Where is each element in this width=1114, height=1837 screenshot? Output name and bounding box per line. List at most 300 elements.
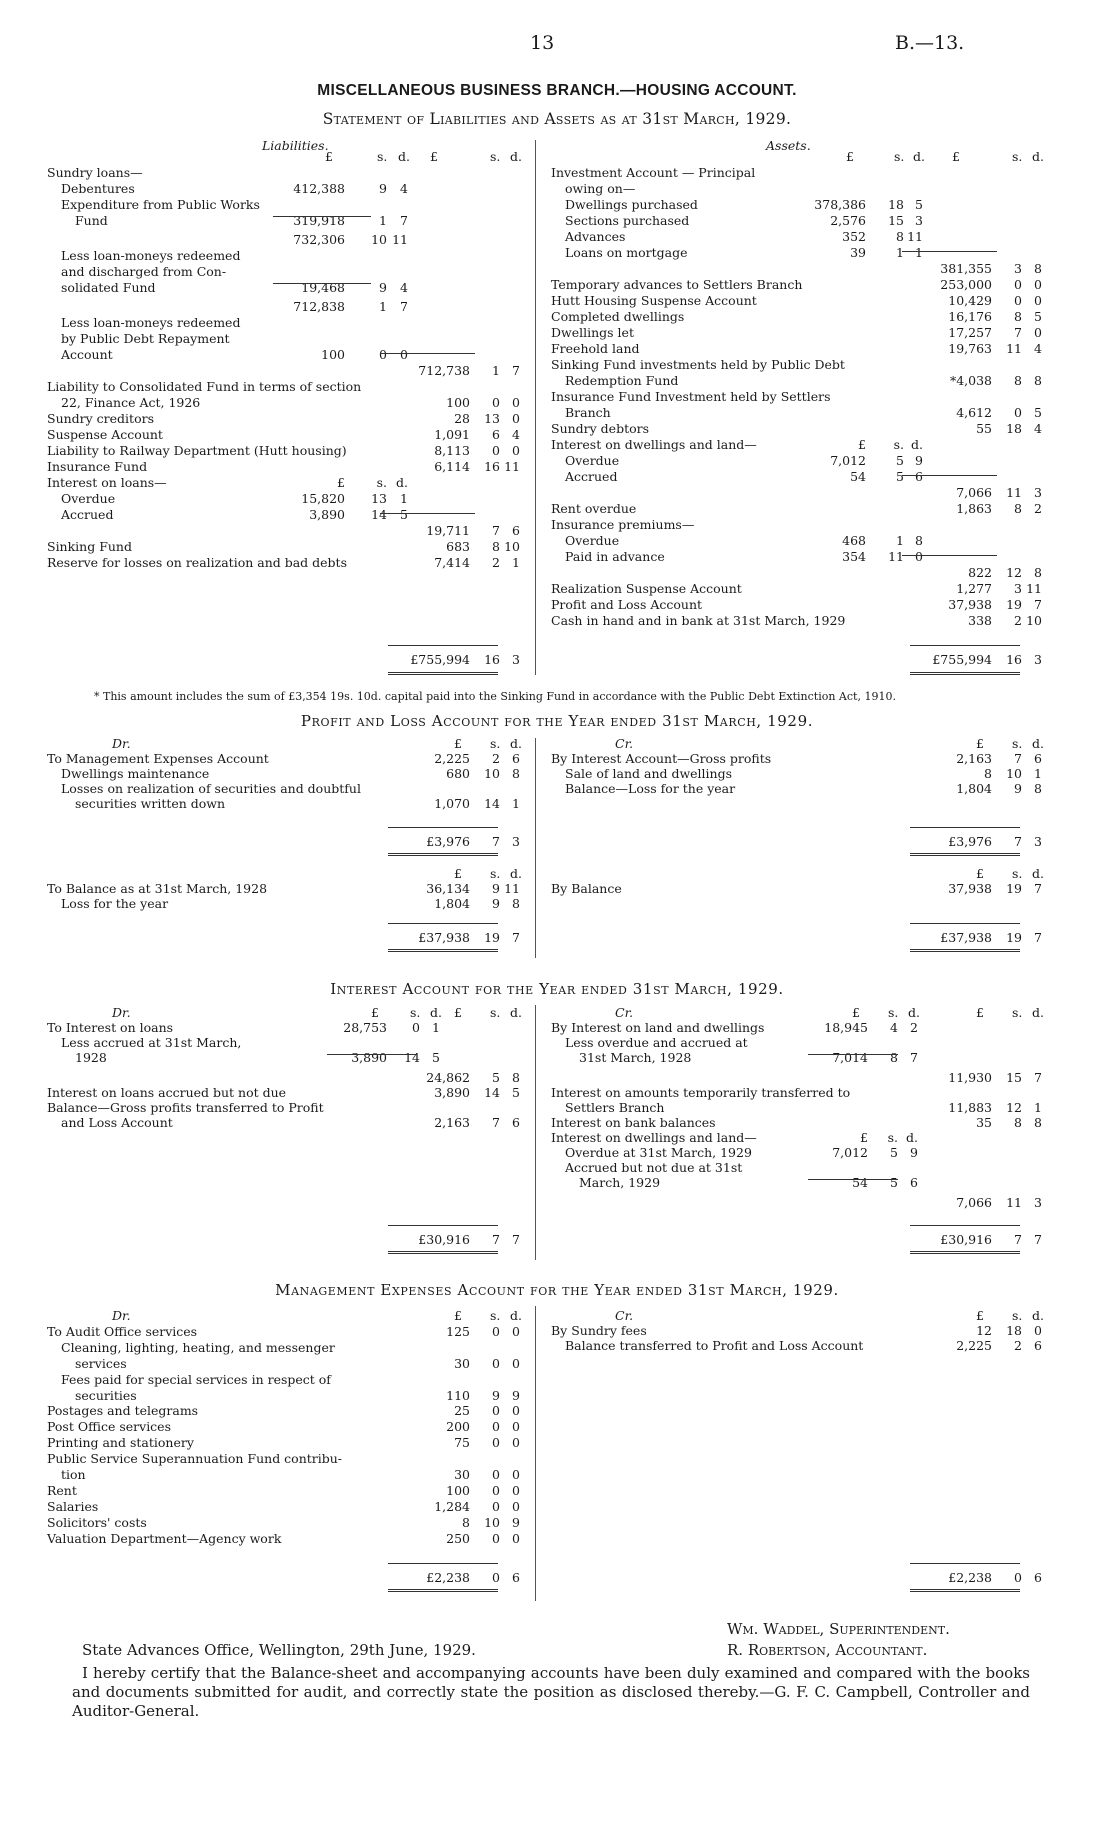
mgmt-left-value-pence: 0 — [512, 1323, 520, 1339]
mgmt-left-value-pounds: 125 — [446, 1323, 470, 1339]
mgmt-left-col-shillings: s. — [490, 1308, 501, 1323]
ruled-line — [910, 672, 1020, 675]
pl-left-line-label: securities written down — [75, 796, 226, 811]
assets-outer-pounds: 10,429 — [948, 293, 992, 308]
liabilities-outer-pounds: 1,091 — [434, 427, 470, 442]
liabilities-outer-pounds: 100 — [446, 395, 470, 410]
mgmt-left-line-label: tion — [61, 1467, 86, 1482]
pl-left-total-shillings: 7 — [492, 834, 500, 849]
interest-left-inner-col-pounds: £ — [371, 1005, 379, 1020]
interest-right-line-label: Settlers Branch — [565, 1100, 665, 1115]
mgmt-left-value-pence: 0 — [512, 1498, 520, 1514]
assets-line-label: Freehold land — [551, 341, 640, 356]
assets-inner-pounds: 378,386 — [814, 197, 866, 212]
liabilities-inner-pence: 1 — [400, 491, 408, 506]
pl-right-value-pence: 1 — [1034, 766, 1042, 781]
liabilities-outer-pence: 0 — [512, 395, 520, 410]
liabilities-inner-pounds: 712,838 — [293, 299, 345, 314]
liabilities-col-pence: d. — [398, 149, 410, 164]
pl-left-value-pence: 1 — [512, 796, 520, 811]
statement-title: Statement of Liabilities and Assets as at 31st March, 1929. — [322, 110, 792, 128]
assets-line-label: Overdue — [565, 453, 620, 468]
ruled-line — [910, 1251, 1020, 1254]
liabilities-line-label: Sundry loans— — [47, 165, 143, 180]
assets-line-label: Dwellings let — [551, 325, 634, 340]
mgmt-left-value-pence: 0 — [512, 1435, 520, 1451]
assets-outer-pounds: 37,938 — [948, 597, 992, 612]
assets-outer-pounds: 1,277 — [956, 581, 992, 596]
interest-left-outer-pence: 5 — [512, 1085, 520, 1100]
assets-inner-shillings: 11 — [888, 549, 904, 564]
liabilities-total-pounds: £755,994 — [410, 652, 470, 667]
assets-line-label: Loans on mortgage — [565, 245, 688, 260]
mgmt-left-line-label: Fees paid for special services in respect of — [61, 1371, 331, 1387]
liabilities-outer-pence: 11 — [504, 459, 520, 474]
assets-col-shillings: s. — [894, 149, 905, 164]
mgmt-left-line-label: securities — [75, 1387, 137, 1403]
assets-outer-shillings: 0 — [1014, 277, 1022, 292]
pl-right-value-pence: 6 — [1034, 751, 1042, 766]
ruled-line — [388, 672, 498, 675]
liabilities-outer-shillings: 7 — [492, 523, 500, 538]
assets-outer-pounds: 822 — [968, 565, 992, 580]
pl-dr-label: Dr. — [112, 736, 131, 751]
ruled-line — [388, 853, 498, 856]
pl-right-value-pounds: 8 — [984, 766, 992, 781]
interest-right-total-shillings: 7 — [1014, 1232, 1022, 1247]
pl-right-value-shillings: 10 — [1006, 766, 1022, 781]
pl-right-col-shillings: s. — [1012, 736, 1023, 751]
liabilities-col-pounds: £ — [325, 149, 333, 164]
mgmt-left-value-pence: 0 — [512, 1467, 520, 1482]
assets-inner-pounds: 54 — [850, 469, 866, 484]
ruled-line — [388, 1563, 498, 1564]
assets-outer-pence: 11 — [1026, 581, 1042, 596]
liabilities-inner-shillings: 13 — [371, 491, 387, 506]
assets-line-label: Insurance premiums— — [551, 517, 695, 532]
mgmt-left-value-shillings: 0 — [492, 1435, 500, 1451]
assets-inner-shillings: 5 — [896, 469, 904, 484]
ruled-line — [388, 923, 498, 924]
ruled-line — [273, 283, 371, 284]
assets-line-label: Sections purchased — [565, 213, 690, 228]
interest-left-outer-shillings: 5 — [492, 1070, 500, 1085]
assets-outer-pence: 0 — [1034, 293, 1042, 308]
interest-left-inner-pence: 1 — [432, 1020, 440, 1035]
liabilities-outer-pounds: 28 — [454, 411, 470, 426]
liabilities-inner-pounds: 19,468 — [301, 280, 345, 295]
mgmt-left-line-label: Public Service Superannuation Fund contribu- — [47, 1451, 343, 1467]
assets-total-shillings: 16 — [1006, 652, 1022, 667]
pl-left-value-pence: 6 — [512, 751, 520, 766]
interest-left-inner-col-pence: d. — [430, 1005, 442, 1020]
interest-left-total-pence: 7 — [512, 1232, 520, 1247]
pl-left-line-label: Losses on realization of securities and doubtful — [61, 781, 361, 796]
mgmt-left-total-pounds: £2,238 — [426, 1570, 470, 1585]
interest-right-total-pounds: £30,916 — [940, 1232, 992, 1247]
interest-left-total-shillings: 7 — [492, 1232, 500, 1247]
mgmt-right-col-pence: d. — [1032, 1308, 1044, 1323]
pl-left2-value-shillings: 9 — [492, 881, 500, 896]
ruled-line — [380, 513, 475, 514]
mgmt-left-value-shillings: 0 — [492, 1467, 500, 1482]
interest-right-line-label: Less overdue and accrued at — [565, 1035, 748, 1050]
mgmt-right-value-pence: 6 — [1034, 1338, 1042, 1353]
interest-left-outer-col-pence: d. — [510, 1005, 522, 1020]
mgmt-left-value-shillings: 0 — [492, 1498, 500, 1514]
pl-left-col-pounds: £ — [454, 736, 462, 751]
liabilities-col-shillings: s. — [377, 149, 388, 164]
interest-left-outer-shillings: 14 — [484, 1085, 500, 1100]
ruled-line — [902, 555, 997, 556]
mgmt-right-total-pence: 6 — [1034, 1570, 1042, 1585]
assets-outer-pounds: 17,257 — [948, 325, 992, 340]
interest-right-line-label: Interest on dwellings and land— — [551, 1130, 757, 1145]
assets-col-pence: d. — [913, 149, 925, 164]
liabilities-line-label: 22, Finance Act, 1926 — [61, 395, 201, 410]
mgmt-left-value-pounds: 30 — [454, 1467, 470, 1482]
liabilities-col-pence-2: d. — [510, 149, 522, 164]
pl-left-2-col-pounds: £ — [454, 866, 462, 881]
pl-left-line-label: To Management Expenses Account — [47, 751, 269, 766]
assets-outer-pence: 4 — [1034, 341, 1042, 356]
assets-line-label: Overdue — [565, 533, 620, 548]
mgmt-divider — [535, 1306, 536, 1601]
pl-left2-total-shillings: 19 — [484, 930, 500, 945]
liabilities-outer-shillings: 8 — [492, 539, 500, 554]
liabilities-outer-pence: 0 — [512, 443, 520, 458]
mgmt-left-value-pounds: 25 — [454, 1403, 470, 1419]
assets-outer-pounds: 16,176 — [948, 309, 992, 324]
pl-left2-line-label: Loss for the year — [61, 896, 169, 911]
ruled-line — [910, 1563, 1020, 1564]
ruled-line — [388, 1251, 498, 1254]
liabilities-line-label: Reserve for losses on realization and bad debts — [47, 555, 347, 570]
mgmt-left-value-pence: 0 — [512, 1355, 520, 1371]
assets-outer-pence: 7 — [1034, 597, 1042, 612]
assets-col-pounds-2: £ — [952, 149, 960, 164]
assets-line-label: owing on— — [565, 181, 636, 196]
pl-right-col-pounds: £ — [976, 736, 984, 751]
interest-left-outer-col-shillings: s. — [490, 1005, 501, 1020]
liabilities-inner-pence: 7 — [400, 213, 408, 228]
pl-right-2-col-pounds: £ — [976, 866, 984, 881]
pl-right2-total-pounds: £37,938 — [940, 930, 992, 945]
ruled-line — [273, 216, 371, 217]
assets-outer-shillings: 11 — [1006, 485, 1022, 500]
interest-right-inner-pence: d. — [906, 1130, 918, 1145]
interest-right-outer-pence: 7 — [1034, 1070, 1042, 1085]
pl-right2-value-pounds: 37,938 — [948, 881, 992, 896]
liabilities-line-label: Expenditure from Public Works — [61, 197, 260, 212]
liabilities-outer-pounds: 8,113 — [434, 443, 470, 458]
ruled-line — [910, 853, 1020, 856]
mgmt-left-total-shillings: 0 — [492, 1570, 500, 1585]
interest-right-outer-pounds: 7,066 — [956, 1195, 992, 1210]
assets-inner-shillings: 1 — [896, 245, 904, 260]
liabilities-line-label: Sundry creditors — [47, 411, 154, 426]
mgmt-left-line-label: services — [75, 1355, 127, 1371]
assets-line-label: Dwellings purchased — [565, 197, 698, 212]
assets-outer-pence: 5 — [1034, 309, 1042, 324]
mgmt-left-line-label: Post Office services — [47, 1419, 171, 1435]
assets-line-label: Realization Suspense Account — [551, 581, 742, 596]
assets-line-label: Cash in hand and in bank at 31st March, 1929 — [551, 613, 846, 628]
profit-loss-title: Profit and Loss Account for the Year ended 31st March, 1929. — [300, 712, 814, 730]
liabilities-inner-pence: 7 — [400, 299, 408, 314]
interest-title: Interest Account for the Year ended 31st March, 1929. — [330, 980, 784, 998]
mgmt-left-line-label: Cleaning, lighting, heating, and messenger — [61, 1339, 335, 1355]
interest-dr-label: Dr. — [112, 1005, 131, 1020]
assets-outer-shillings: 12 — [1006, 565, 1022, 580]
interest-left-line-label: and Loss Account — [61, 1115, 173, 1130]
assets-outer-pence: 10 — [1026, 613, 1042, 628]
assets-total-pence: 3 — [1034, 652, 1042, 667]
interest-right-inner-pounds: 7,012 — [832, 1145, 868, 1160]
assets-outer-shillings: 3 — [1014, 261, 1022, 276]
pl-left-col-shillings: s. — [490, 736, 501, 751]
liabilities-line-label: Sinking Fund — [47, 539, 132, 554]
liabilities-inner-pounds: £ — [337, 475, 345, 490]
liabilities-col-shillings-2: s. — [490, 149, 501, 164]
assets-inner-pounds: 2,576 — [830, 213, 866, 228]
pl-left2-value-pence: 8 — [512, 896, 520, 911]
liabilities-total-shillings: 16 — [484, 652, 500, 667]
interest-right-outer-col-pounds: £ — [976, 1005, 984, 1020]
interest-right-outer-col-pence: d. — [1032, 1005, 1044, 1020]
liabilities-line-label: Liability to Railway Department (Hutt housing) — [47, 443, 347, 458]
assets-inner-pence: 0 — [915, 549, 923, 564]
assets-outer-pounds: 1,863 — [956, 501, 992, 516]
footnote: * This amount includes the sum of £3,354 19s. 10d. capital paid into the Sinking Fund in accordance with the Public Debt Extinction Act, 1910. — [94, 690, 896, 703]
assets-total-pounds: £755,994 — [932, 652, 992, 667]
mgmt-left-value-shillings: 10 — [484, 1514, 500, 1530]
audit-certificate: I hereby certify that the Balance-sheet and accompanying accounts have been duly examined and compared with the books and documents submitted for audit, and correctly state the position as disclosed thereby.—G. F. C. Campbell, Controller and Auditor-General. — [72, 1664, 1030, 1720]
mgmt-left-value-shillings: 0 — [492, 1323, 500, 1339]
mgmt-right-line-label: By Sundry fees — [551, 1323, 647, 1338]
liabilities-inner-pounds: 732,306 — [293, 232, 345, 247]
liabilities-outer-shillings: 13 — [484, 411, 500, 426]
liabilities-line-label: Account — [61, 347, 113, 362]
interest-left-inner-pounds: 28,753 — [343, 1020, 387, 1035]
pl-right2-line-label: By Balance — [551, 881, 622, 896]
liabilities-heading: Liabilities. — [262, 138, 329, 153]
pl-right-total-shillings: 7 — [1014, 834, 1022, 849]
interest-right-inner-pounds: £ — [860, 1130, 868, 1145]
pl-cr-label: Cr. — [615, 736, 634, 751]
liabilities-line-label: Insurance Fund — [47, 459, 148, 474]
assets-outer-pence: 8 — [1034, 565, 1042, 580]
mgmt-left-total-pence: 6 — [512, 1570, 520, 1585]
pl-left-value-pounds: 680 — [446, 766, 470, 781]
mgmt-left-col-pence: d. — [510, 1308, 522, 1323]
assets-outer-pence: 8 — [1034, 373, 1042, 388]
ruled-line — [910, 923, 1020, 924]
assets-line-label: Temporary advances to Settlers Branch — [551, 277, 803, 292]
interest-right-outer-pounds: 11,883 — [948, 1100, 992, 1115]
assets-outer-pounds: 381,355 — [940, 261, 992, 276]
interest-left-inner-pence: 5 — [432, 1050, 440, 1065]
pl-right-value-shillings: 9 — [1014, 781, 1022, 796]
liabilities-outer-shillings: 1 — [492, 363, 500, 378]
liabilities-inner-pounds: 412,388 — [293, 181, 345, 196]
pl-right-total-pence: 3 — [1034, 834, 1042, 849]
assets-inner-pence: d. — [911, 437, 923, 452]
pl-left-value-shillings: 14 — [484, 796, 500, 811]
mgmt-left-line-label: Postages and telegrams — [47, 1403, 199, 1419]
assets-col-pounds: £ — [846, 149, 854, 164]
interest-divider — [535, 1005, 536, 1260]
ruled-line — [808, 1179, 898, 1180]
assets-inner-pence: 3 — [915, 213, 923, 228]
liabilities-outer-shillings: 0 — [492, 395, 500, 410]
liabilities-inner-shillings: s. — [376, 475, 387, 490]
assets-line-label: Hutt Housing Suspense Account — [551, 293, 757, 308]
mgmt-right-value-pence: 0 — [1034, 1323, 1042, 1338]
interest-left-outer-col-pounds: £ — [454, 1005, 462, 1020]
assets-inner-shillings: 15 — [888, 213, 904, 228]
document-reference: B.—13. — [895, 32, 965, 54]
pl-left-value-shillings: 2 — [492, 751, 500, 766]
mgmt-left-line-label: To Audit Office services — [47, 1323, 198, 1339]
interest-right-outer-shillings: 8 — [1014, 1115, 1022, 1130]
liabilities-line-label: Accrued — [61, 507, 114, 522]
assets-outer-pounds: 253,000 — [940, 277, 992, 292]
mgmt-left-value-pence: 0 — [512, 1403, 520, 1419]
liabilities-col-pounds-2: £ — [430, 149, 438, 164]
interest-left-line-label: 1928 — [75, 1050, 107, 1065]
assets-line-label: Rent overdue — [551, 501, 637, 516]
assets-inner-pounds: 39 — [850, 245, 866, 260]
mgmt-right-total-shillings: 0 — [1014, 1570, 1022, 1585]
liabilities-inner-shillings: 14 — [371, 507, 387, 522]
liabilities-inner-pence: 5 — [400, 507, 408, 522]
mgmt-left-value-pounds: 100 — [446, 1482, 470, 1498]
interest-right-outer-pounds: 35 — [976, 1115, 992, 1130]
mgmt-left-value-pounds: 8 — [462, 1514, 470, 1530]
ruled-line — [910, 827, 1020, 828]
liabilities-outer-pounds: 7,414 — [434, 555, 470, 570]
pl-left2-value-pounds: 36,134 — [426, 881, 470, 896]
interest-right-inner-pounds: 54 — [852, 1175, 868, 1190]
assets-inner-pounds: 354 — [842, 549, 866, 564]
assets-inner-pounds: £ — [858, 437, 866, 452]
mgmt-right-value-shillings: 18 — [1006, 1323, 1022, 1338]
liabilities-outer-pence: 1 — [512, 555, 520, 570]
liabilities-outer-shillings: 2 — [492, 555, 500, 570]
assets-outer-shillings: 8 — [1014, 309, 1022, 324]
assets-outer-pounds: 19,763 — [948, 341, 992, 356]
pl-right2-total-pence: 7 — [1034, 930, 1042, 945]
pl-right-value-shillings: 7 — [1014, 751, 1022, 766]
liabilities-outer-pounds: 712,738 — [418, 363, 470, 378]
liabilities-inner-pence: 11 — [392, 232, 408, 247]
liabilities-inner-shillings: 1 — [379, 299, 387, 314]
ruled-line — [388, 827, 498, 828]
mgmt-left-col-pounds: £ — [454, 1308, 462, 1323]
assets-outer-pence: 5 — [1034, 405, 1042, 420]
mgmt-left-line-label: Solicitors' costs — [47, 1514, 147, 1530]
mgmt-left-value-pounds: 250 — [446, 1530, 470, 1546]
mgmt-left-value-shillings: 0 — [492, 1482, 500, 1498]
management-title: Management Expenses Account for the Year ended 31st March, 1929. — [275, 1281, 839, 1299]
liabilities-outer-pounds: 19,711 — [426, 523, 470, 538]
mgmt-left-value-pence: 0 — [512, 1419, 520, 1435]
assets-outer-pounds: 338 — [968, 613, 992, 628]
liabilities-inner-shillings: 0 — [379, 347, 387, 362]
assets-inner-pence: 5 — [915, 197, 923, 212]
assets-line-label: Sinking Fund investments held by Public Debt — [551, 357, 845, 372]
interest-left-outer-pence: 6 — [512, 1115, 520, 1130]
page-number: 13 — [530, 32, 555, 54]
interest-right-inner-shillings: 5 — [890, 1145, 898, 1160]
liabilities-inner-pence: 0 — [400, 347, 408, 362]
interest-right-line-label: 31st March, 1928 — [579, 1050, 692, 1065]
assets-col-shillings-2: s. — [1012, 149, 1023, 164]
mgmt-right-col-pounds: £ — [976, 1308, 984, 1323]
assets-heading: Assets. — [766, 138, 811, 153]
assets-outer-pence: 4 — [1034, 421, 1042, 436]
mgmt-left-line-label: Salaries — [47, 1498, 99, 1514]
ruled-line — [910, 949, 1020, 952]
interest-right-line-label: Interest on amounts temporarily transferred to — [551, 1085, 851, 1100]
assets-inner-pence: 9 — [915, 453, 923, 468]
pl-left-2-col-shillings: s. — [490, 866, 501, 881]
interest-left-inner-shillings: 0 — [412, 1020, 420, 1035]
pl-divider — [535, 738, 536, 958]
pl-right-line-label: Sale of land and dwellings — [565, 766, 733, 781]
assets-inner-pence: 1 — [915, 245, 923, 260]
assets-outer-shillings: 8 — [1014, 501, 1022, 516]
mgmt-cr-label: Cr. — [615, 1308, 634, 1323]
interest-right-line-label: By Interest on land and dwellings — [551, 1020, 765, 1035]
assets-col-pence-2: d. — [1032, 149, 1044, 164]
pl-right-value-pence: 8 — [1034, 781, 1042, 796]
assets-outer-shillings: 2 — [1014, 613, 1022, 628]
pl-left-value-shillings: 10 — [484, 766, 500, 781]
interest-right-inner-shillings: 8 — [890, 1050, 898, 1065]
ruled-line — [388, 1589, 498, 1592]
ruled-line — [388, 1225, 498, 1226]
assets-outer-shillings: 19 — [1006, 597, 1022, 612]
liabilities-outer-pence: 7 — [512, 363, 520, 378]
interest-right-outer-pence: 1 — [1034, 1100, 1042, 1115]
ruled-line — [902, 251, 997, 252]
liabilities-inner-shillings: 10 — [371, 232, 387, 247]
assets-line-label: Redemption Fund — [565, 373, 679, 388]
interest-right-inner-pence: 6 — [910, 1175, 918, 1190]
assets-outer-shillings: 7 — [1014, 325, 1022, 340]
ruled-line — [388, 949, 498, 952]
assets-inner-pence: 8 — [915, 533, 923, 548]
interest-right-inner-shillings: 4 — [890, 1020, 898, 1035]
liabilities-inner-shillings: 9 — [379, 181, 387, 196]
mgmt-left-value-pence: 0 — [512, 1482, 520, 1498]
mgmt-dr-label: Dr. — [112, 1308, 131, 1323]
assets-line-label: Branch — [565, 405, 611, 420]
interest-left-outer-pounds: 2,163 — [434, 1115, 470, 1130]
pl-left-total-pence: 3 — [512, 834, 520, 849]
interest-right-outer-shillings: 11 — [1006, 1195, 1022, 1210]
pl-left-value-pounds: 2,225 — [434, 751, 470, 766]
assets-outer-pounds: *4,038 — [949, 373, 992, 388]
pl-right-total-pounds: £3,976 — [948, 834, 992, 849]
liabilities-line-label: Interest on loans— — [47, 475, 167, 490]
liabilities-line-label: Liability to Consolidated Fund in terms of section — [47, 379, 362, 394]
mgmt-right-line-label: Balance transferred to Profit and Loss Account — [565, 1338, 864, 1353]
interest-right-inner-pence: 9 — [910, 1145, 918, 1160]
interest-right-inner-pounds: 18,945 — [824, 1020, 868, 1035]
